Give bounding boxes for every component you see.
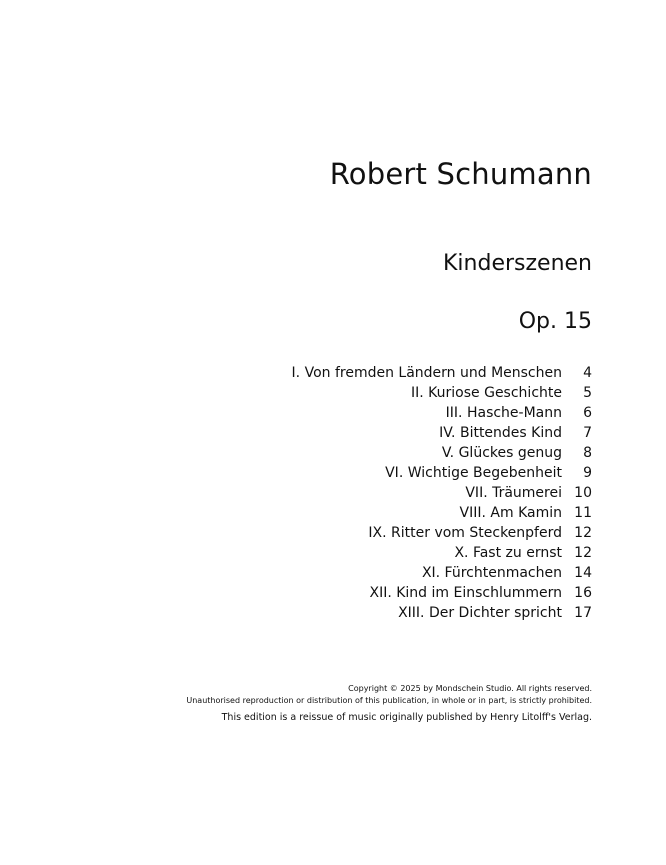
opus-number: Op. 15 [518,309,592,334]
toc-entry [172,383,592,403]
table-of-contents [172,363,592,623]
toc-entry [172,463,592,483]
toc-entry-page: 7 [583,425,592,441]
toc-entry [172,563,592,583]
toc-entry [172,523,592,543]
toc-entry-title: IX. Ritter vom Steckenpferd [368,525,562,541]
toc-entry-title: I. Von fremden Ländern und Menschen [291,365,562,381]
toc-entry-page: 6 [583,405,592,421]
composer-name: Robert Schumann [329,157,592,191]
toc-entry-page: 11 [574,505,592,521]
toc-entry-page: 5 [583,385,592,401]
toc-entry-page: 12 [574,525,592,541]
toc-entry [172,443,592,463]
toc-entry-title: XI. Fürchtenmachen [421,565,562,581]
toc-entry-page: 12 [574,545,592,561]
footer [186,683,592,725]
copyright-notice: Copyright © 2025 by Mondschein Studio. All rights reserved. [348,684,592,693]
toc-entry [172,363,592,383]
work-title: Kinderszenen [443,251,592,276]
toc-entry [172,503,592,523]
toc-entry [172,603,592,623]
toc-entry [172,423,592,443]
toc-entry-title: VI. Wichtige Begebenheit [385,465,562,481]
toc-entry-page: 10 [574,485,592,501]
toc-entry-page: 9 [583,465,592,481]
toc-entry-page: 4 [583,365,592,381]
toc-entry-page: 16 [574,585,592,601]
reissue-notice: This edition is a reissue of music originally published by Henry Litolff's Verlag. [221,712,592,723]
toc-entry-title: VIII. Am Kamin [459,505,562,521]
toc-entry [172,483,592,503]
toc-entry-title: X. Fast zu ernst [454,545,562,561]
toc-entry [172,583,592,603]
toc-entry-page: 17 [574,605,592,621]
toc-entry-title: XIII. Der Dichter spricht [398,605,562,621]
toc-entry-title: XII. Kind im Einschlummern [369,585,562,601]
toc-entry-title: II. Kuriose Geschichte [411,385,562,401]
toc-entry-title: IV. Bittendes Kind [439,425,562,441]
reproduction-notice: Unauthorised reproduction or distribution of this publication, in whole or in part, is strictly prohibited. [186,696,592,705]
toc-entry-title: III. Hasche-Mann [445,405,562,421]
toc-entry [172,403,592,423]
toc-entry-title: V. Glückes genug [441,445,562,461]
toc-entry-title: VII. Träumerei [465,485,562,501]
toc-entry [172,543,592,563]
toc-entry-page: 8 [583,445,592,461]
toc-entry-page: 14 [574,565,592,581]
